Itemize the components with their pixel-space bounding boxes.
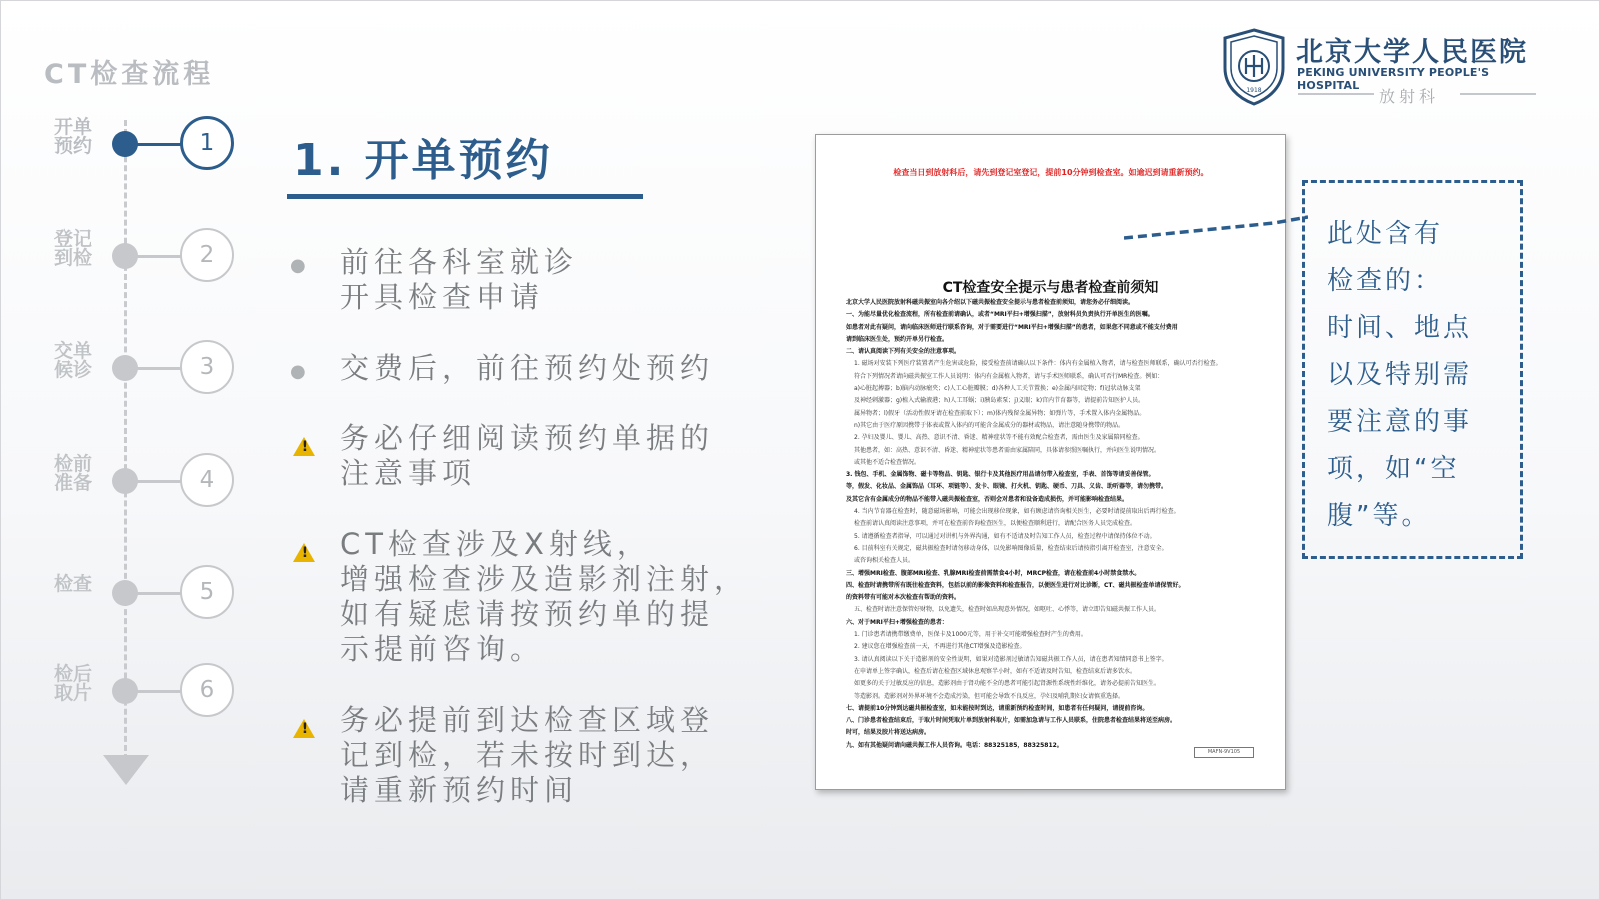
- document-line: 属异物者；l)假牙（活动性假牙请在检查前取下）；m)体内残留金属异物；如弹片等，手术置入体内金属物品。: [854, 409, 1146, 417]
- step-connector: [134, 367, 182, 370]
- document-line: 北京大学人民医院放射科磁共振室向各介绍以下磁共振检查安全提示与患者检查前须知，请您务必仔细阅读。: [846, 299, 1135, 306]
- document-line: 符合下列情况者请向磁共振室工作人员说明：体内有金属植入物者，请与手术医师联系，确认可否行MR检查。例如：: [854, 372, 1164, 380]
- bullet-text: CT检查涉及X射线， 增强检查涉及造影剂注射， 如有疑虑请按预约单的提 示提前咨询。: [340, 527, 749, 666]
- step-number: 4: [180, 453, 234, 507]
- document-line: 2. 建议您在增强检查前一天，不再进行其他CT增强及造影检查。: [854, 643, 1026, 651]
- step-5[interactable]: [0, 559, 260, 629]
- document-line: 五、检查时请注意保管好财物，以免遗失，检查时如出现意外情况，如呕吐、心悸等，请立即告知磁共振工作人员。: [854, 606, 1161, 614]
- bullet-text: 务必提前到达检查区域登 记到检，若未按时到达， 请重新预约时间: [340, 703, 715, 807]
- document-line: 1. 门诊患者请携带缴费单，医保卡及1000元等，用于补交可能增强检查时产生的费用。: [854, 631, 1087, 639]
- document-line: 九、如有其他疑问请向磁共振工作人员咨询。电话：88325185，88325812。: [846, 741, 1063, 749]
- emblem-year: 1918: [1246, 87, 1262, 94]
- document-line: 等，假发、化妆品、金属饰品（耳环、项链等）、发卡、眼镜、打火机、钥匙、硬币、刀具、义齿、助听器等，请勿携带。: [846, 483, 1168, 491]
- step-label: 检后 取片: [54, 663, 93, 704]
- department-name: 放射科: [1379, 87, 1440, 106]
- document-line: 时可，结果及胶片将送达病房。: [846, 729, 931, 737]
- document-line: 及神经刺激器；g)植入式输液港；h)人工耳蜗；i)胰岛素泵；j)义眼；k)宫内节育器等，请提前告知医护人员。: [854, 397, 1145, 405]
- step-number: 6: [180, 663, 234, 717]
- step-connector: [134, 143, 182, 146]
- document-line: 二、请认真阅读下列有关安全的注意事项。: [846, 348, 961, 356]
- document-line: 一、为能尽量优化检查流程，所有检查前请确认，或者“MRI平扫+增强扫描”，放射科员负责执行开单医生的医嘱。: [846, 311, 1154, 319]
- bullet-item: ! 务必提前到达检查区域登 记到检，若未按时到达， 请重新预约时间: [290, 703, 750, 811]
- document-line: 如患者对此有疑问，请向临床医师进行联系咨询，对于需要进行“MRI平扫+增强扫描”的患者，如果您不同意或不能支付费用: [846, 323, 1178, 331]
- step-label: 交单 候诊: [54, 340, 93, 381]
- bullet-text: 务必仔细阅读预约单据的 注意事项: [340, 421, 715, 490]
- document-line: 四、检查时请携带所有既往检查资料，包括以前的影像资料和检查报告，以便医生进行对比诊断，CT、磁共振检查单请保管好。: [846, 581, 1185, 589]
- step-label: 检前 准备: [54, 453, 93, 494]
- document-line: 在申请单上签字确认，检查后请在检查区域休息观察半小时，如有不适请及时告知，检查结束后请多饮水。: [854, 667, 1137, 675]
- bullet-item: [290, 245, 750, 317]
- step-connector: [134, 690, 182, 693]
- document-line: 2. 孕妇及婴儿、婴儿、高热、意识不清、昏迷、精神症状等不能有效配合检查者，需由医生及家属陪同检查。: [854, 434, 1144, 442]
- hospital-name-cn: 北京大学人民医院: [1296, 37, 1528, 68]
- step-number: 1: [180, 116, 234, 170]
- step-connector: [134, 592, 182, 595]
- step-dot: [112, 243, 138, 269]
- callout-text: 此处含有 检查的： 时间、地点 以及特别需 要注意的事 项，如“空 腹”等。: [1327, 219, 1473, 531]
- step-label: 登记 到检: [54, 228, 93, 269]
- bullet-text: 前往各科室就诊 开具检查申请: [340, 245, 579, 314]
- step-6[interactable]: [0, 657, 260, 727]
- step-4[interactable]: [0, 447, 260, 517]
- dept-divider-right: [1460, 93, 1536, 95]
- flow-title: CT检查流程: [44, 59, 215, 90]
- step-2[interactable]: [0, 222, 260, 292]
- step-label: 检查: [54, 573, 93, 595]
- document-line: 三、增强MRI检查、腹部MRI检查、乳腺MRI检查前需禁食4小时，MRCP检查，请在检查前4小时禁食禁水。: [846, 569, 1141, 577]
- step-1[interactable]: [0, 110, 260, 180]
- document-line: n)其它由于医疗原因携带于体表或置入体内的可能含金属成分的器材或物品，请注意随身携带的物品。: [854, 421, 1125, 429]
- step-number: 3: [180, 340, 234, 394]
- document-stamp: MAFN-9V105: [1194, 747, 1254, 758]
- document-line: 的资料带有可能对本次检查有帮助的资料。: [846, 594, 961, 602]
- callout-leader-line: [1124, 213, 1308, 243]
- document-line: 6. 目前科室有关规定，磁共振检查时请勿移动身体，以免影响图像质量，检查结束后请按指引离开检查室，注意安全。: [854, 544, 1168, 552]
- title-underline: [287, 194, 643, 199]
- document-line: 等造影剂。造影剂对外界环境不会造成污染，但可能会导致不良反应，孕妇及哺乳期妇女请慎重选择。: [854, 692, 1125, 700]
- section-title: 1. 开单预约: [293, 135, 553, 186]
- bullet-dot-icon: ●: [290, 255, 306, 276]
- document-line: 或咨询相关检查人员。: [854, 557, 915, 565]
- step-connector: [134, 255, 182, 258]
- step-connector: [134, 480, 182, 483]
- hospital-name-en: PEKING UNIVERSITY PEOPLE'S HOSPITAL: [1297, 66, 1490, 92]
- document-line: 或其他不适合检查情况。: [854, 458, 921, 466]
- document-line: 1. 磁场对安装下列医疗装置者产生危害或危险，接受检查前请确认以下条件：体内有金属植入物者，请与检查医师联系，确认可否行检查。: [854, 360, 1222, 368]
- document-line: 4. 当内节育器在检查时，随意磁场影响，可能会出现移位现象，如有顾虑请咨询相关医生，必要时请提前取出后再行检查。: [854, 508, 1180, 516]
- step-3[interactable]: [0, 334, 260, 404]
- step-dot: [112, 580, 138, 606]
- bullet-text: 交费后，前往预约处预约: [340, 351, 715, 385]
- document-line: 及其它含有金属成分的物品不能带入磁共振检查室，否则会对患者和设备造成损伤，并可能影响检查结果。: [846, 495, 1129, 503]
- step-dot: [112, 468, 138, 494]
- bullet-dot-icon: ●: [290, 361, 306, 382]
- dept-divider-left: [1298, 93, 1374, 95]
- document-title: CT检查安全提示与患者检查前须知: [942, 280, 1159, 296]
- timeline-arrow-icon: [103, 755, 149, 785]
- bullet-item: ! CT检查涉及X射线， 增强检查涉及造影剂注射， 如有疑虑请按预约单的提 示提前咨询。: [290, 527, 760, 669]
- document-line: 3. 请认真阅读以下关于造影剂的安全性说明，如果对造影剂过敏请告知磁共振工作人员，请在患者知情同意书上签字。: [854, 655, 1168, 663]
- bullet-item: ! 务必仔细阅读预约单据的 注意事项: [290, 421, 750, 493]
- document-line: 5. 请遵循检查者指导，可以通过对讲机与外界沟通，如有不适请及时告知工作人员，检查过程中请保持体位不动。: [854, 532, 1156, 540]
- document-notice: 检查当日到放射科后，请先到登记室登记，提前10分钟到检查室。如逾迟到请重新预约。: [893, 168, 1209, 177]
- hospital-emblem-icon: [1222, 28, 1286, 106]
- document-line: 3. 钱包、手机、金属饰物、磁卡等物品、钥匙、银行卡及其他医疗用品请勿带入检查室，手表、首饰等请妥善保管。: [846, 471, 1155, 479]
- step-dot: [112, 131, 138, 157]
- step-number: 5: [180, 565, 234, 619]
- document-line: 八、门诊患者检查结束后，于取片时间凭取片单到放射科取片，如需加急请与工作人员联系，住院患者检查结果将送至病房。: [846, 717, 1177, 725]
- document-line: 检查前请认真阅读注意事项，并可在检查前咨询检查医生，以便检查顺利进行，请配合医务人员完成检查。: [854, 520, 1137, 528]
- step-dot: [112, 355, 138, 381]
- bullet-item: [290, 351, 750, 389]
- step-number: 2: [180, 228, 234, 282]
- step-dot: [112, 678, 138, 704]
- document-line: 请到临床医生处，预约开单另行检查。: [846, 335, 949, 343]
- callout-box: [1302, 180, 1523, 559]
- document-line: 如更多的关于过敏反应的信息，造影剂由于肾功能不全的患者可能引起肾源性系统性纤维化，请务必提前告知医生。: [854, 680, 1161, 688]
- document-line: 其他患者，如：高热、意识不清、昏迷、精神症状等患者需由家属陪同，具体请参照医嘱执行，并向医生说明情况。: [854, 446, 1161, 454]
- document-line: 六、对于MRI平扫+增强检查的患者：: [846, 618, 948, 626]
- document-line: 七、请提前10分钟到达磁共振检查室，如未能按时到达，请重新预约检查时间，如患者有任何疑问，请提前咨询。: [846, 704, 1149, 712]
- hospital-logo: [1222, 26, 1552, 116]
- document-line: a)心脏起搏器；b)脑内动脉瘤夹；c)人工心脏瓣膜；d)各种人工关节置换；e)金属内固定物；f)冠状动脉支架: [854, 385, 1141, 393]
- document-body: [846, 298, 1258, 753]
- step-label: 开单 预约: [54, 116, 93, 157]
